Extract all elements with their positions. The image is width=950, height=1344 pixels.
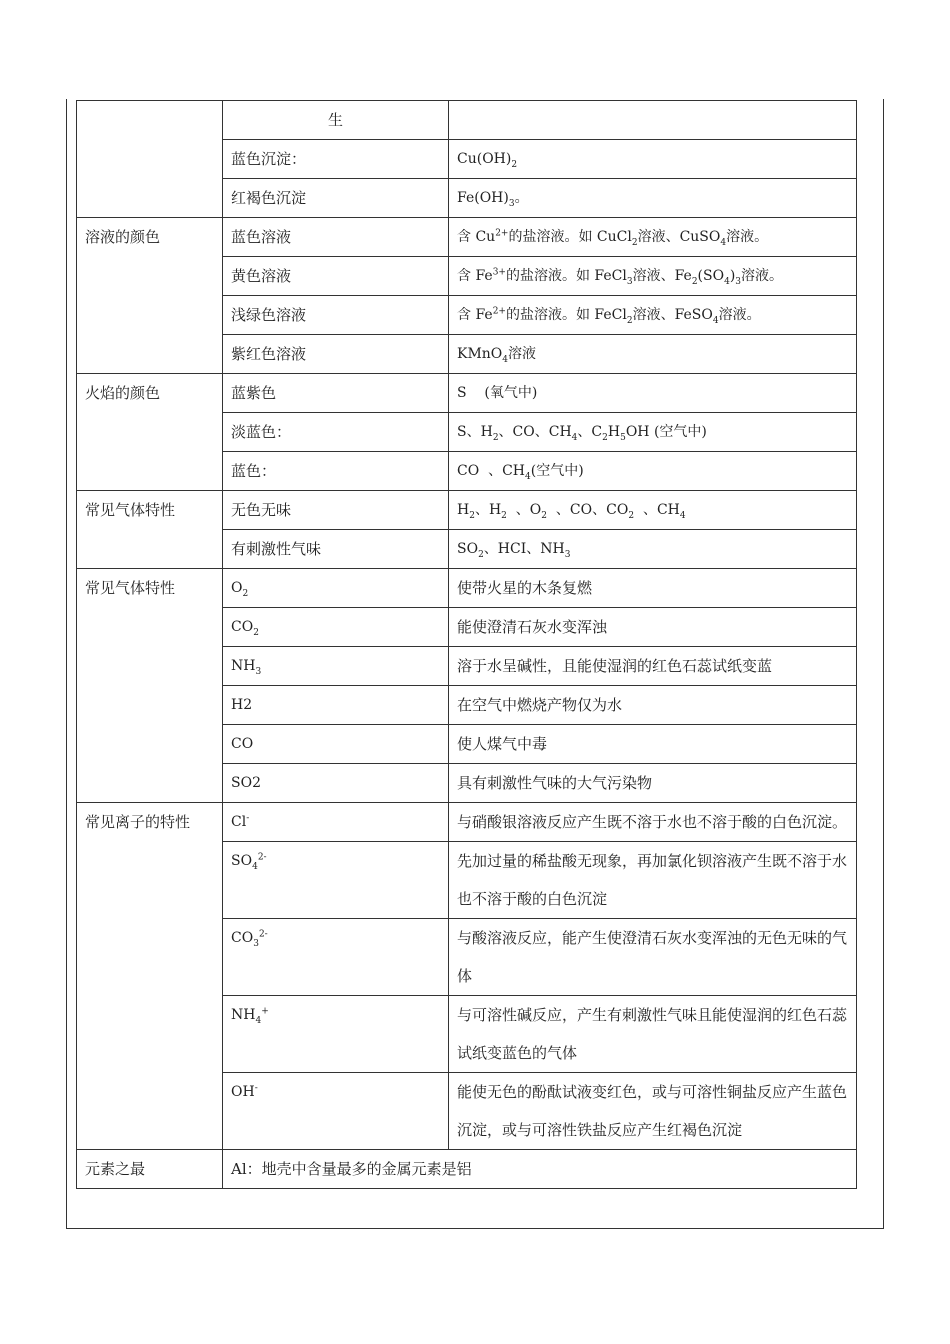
value-cell: CO 、$CH_4$(空气中) [449, 452, 857, 491]
name-cell: 淡蓝色： [223, 413, 449, 452]
category-cell: 溶液的颜色 [77, 218, 223, 374]
value-cell: 在空气中燃烧产物仅为水 [449, 686, 857, 725]
category-cell: 常见气体特性 [77, 491, 223, 569]
value-cell: 与硝酸银溶液反应产生既不溶于水也不溶于酸的白色沉淀。 [449, 803, 857, 842]
category-cell: 火焰的颜色 [77, 374, 223, 491]
table-row [77, 491, 857, 530]
table-row [77, 569, 857, 608]
value-cell: 含 $Cu^{2+}$的盐溶液。如 CuCl$_2$溶液、CuSO$_4$溶液。 [449, 218, 857, 257]
name-cell: 蓝紫色 [223, 374, 449, 413]
name-cell: $NH_4^+$ [223, 996, 449, 1073]
table-row [77, 218, 857, 257]
value-cell: Al：地壳中含量最多的金属元素是铝 [223, 1150, 857, 1189]
category-cell: 元素之最 [77, 1150, 223, 1189]
value-cell [449, 101, 857, 140]
value-cell: 含 $Fe^{2+}$的盐溶液。如 FeCl$_2$溶液、FeSO$_4$溶液。 [449, 296, 857, 335]
value-cell: 与可溶性碱反应，产生有刺激性气味且能使湿润的红色石蕊试纸变蓝色的气体 [449, 996, 857, 1073]
chemistry-table [76, 100, 857, 1189]
name-cell: 蓝色： [223, 452, 449, 491]
value-cell: 与酸溶液反应，能产生使澄清石灰水变浑浊的无色无味的气体 [449, 919, 857, 996]
value-cell: S (氧气中) [449, 374, 857, 413]
name-cell: 蓝色溶液 [223, 218, 449, 257]
value-cell: $SO_2$、HCI、$NH_3$ [449, 530, 857, 569]
name-cell: $NH_3$ [223, 647, 449, 686]
table-row [77, 803, 857, 842]
value-cell: KMnO$_4$溶液 [449, 335, 857, 374]
category-cell: 常见气体特性 [77, 569, 223, 803]
name-cell: Cl- [223, 803, 449, 842]
value-cell: S、$H_2$、CO、$CH_4$、$C_2H_5OH$ (空气中) [449, 413, 857, 452]
value-cell: 溶于水呈碱性，且能使湿润的红色石蕊试纸变蓝 [449, 647, 857, 686]
name-cell: $O_2$ [223, 569, 449, 608]
value-cell: 使人煤气中毒 [449, 725, 857, 764]
table-row [77, 101, 857, 140]
name-cell: 蓝色沉淀： [223, 140, 449, 179]
category-cell: 常见离子的特性 [77, 803, 223, 1150]
value-cell: $Cu(OH)_2$ [449, 140, 857, 179]
name-cell: $SO_4^{2-}$ [223, 842, 449, 919]
value-cell: 能使无色的酚酞试液变红色，或与可溶性铜盐反应产生蓝色沉淀，或与可溶性铁盐反应产生红褐色沉淀 [449, 1073, 857, 1150]
name-cell: $CO_3^{2-}$ [223, 919, 449, 996]
value-cell: 使带火星的木条复燃 [449, 569, 857, 608]
name-cell: CO [223, 725, 449, 764]
name-cell: H2 [223, 686, 449, 725]
name-cell: 浅绿色溶液 [223, 296, 449, 335]
name-cell: OH- [223, 1073, 449, 1150]
name-cell: 紫红色溶液 [223, 335, 449, 374]
name-cell: 有刺激性气味 [223, 530, 449, 569]
value-cell: 先加过量的稀盐酸无现象，再加氯化钡溶液产生既不溶于水也不溶于酸的白色沉淀 [449, 842, 857, 919]
name-cell: SO2 [223, 764, 449, 803]
name-cell: 黄色溶液 [223, 257, 449, 296]
name-cell: $CO_2$ [223, 608, 449, 647]
name-cell: 生 [223, 101, 449, 140]
category-cell [77, 101, 223, 218]
table-row [77, 1150, 857, 1189]
table-row [77, 374, 857, 413]
value-cell: 能使澄清石灰水变浑浊 [449, 608, 857, 647]
value-cell: $Fe(OH)_3$。 [449, 179, 857, 218]
name-cell: 无色无味 [223, 491, 449, 530]
value-cell: $H_2$、$H_2$ 、$O_2$ 、CO、$CO_2$ 、$CH_4$ [449, 491, 857, 530]
value-cell: 具有刺激性气味的大气污染物 [449, 764, 857, 803]
value-cell: 含 $Fe^{3+}$的盐溶液。如 FeCl$_3$溶液、$Fe_2(SO_4)_3$溶液。 [449, 257, 857, 296]
name-cell: 红褐色沉淀 [223, 179, 449, 218]
